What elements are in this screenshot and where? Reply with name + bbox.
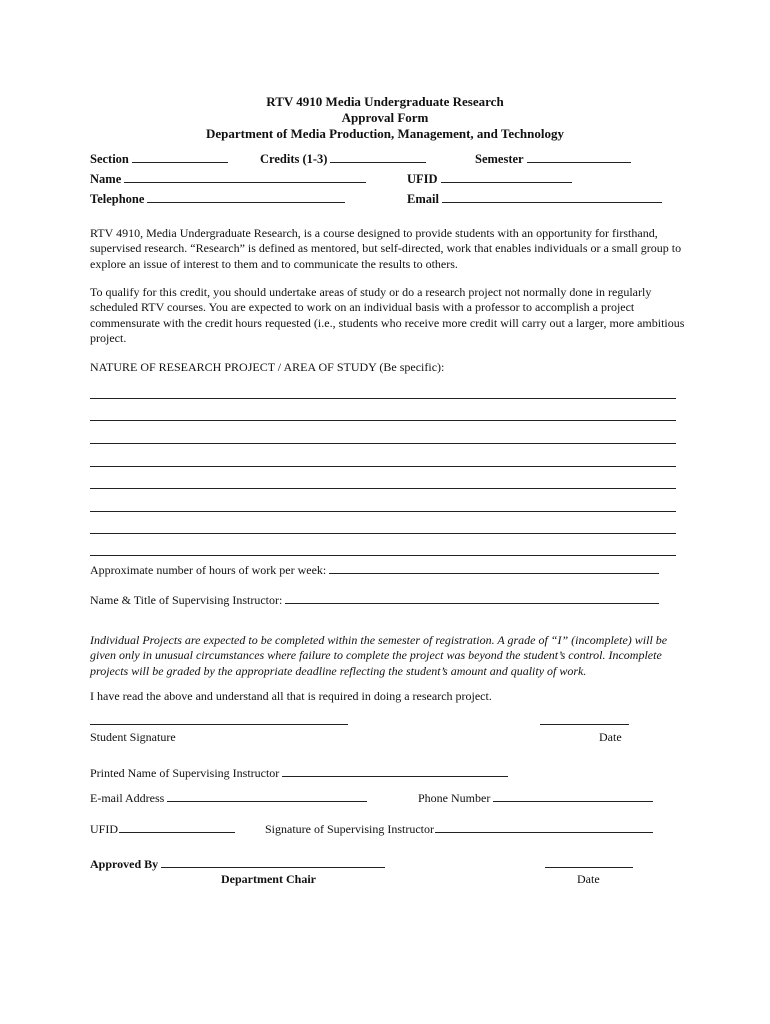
telephone-field[interactable] xyxy=(90,191,345,207)
student-date-label: Date xyxy=(599,730,622,744)
email-label: Email xyxy=(407,192,439,206)
student-signature-line[interactable] xyxy=(90,724,348,725)
instructor-blank[interactable] xyxy=(285,592,659,604)
acknowledgement-text: I have read the above and understand all that is required in doing a research project. xyxy=(90,689,492,703)
instructor-ufid-label: UFID xyxy=(90,822,119,836)
name-label: Name xyxy=(90,172,122,186)
hours-label: Approximate number of hours of work per week: xyxy=(90,563,327,577)
instructor-signature-blank[interactable] xyxy=(435,821,653,833)
section-label: Section xyxy=(90,152,129,166)
approved-by-blank[interactable] xyxy=(161,856,385,868)
form-header xyxy=(0,94,770,142)
telephone-blank[interactable] xyxy=(147,191,345,203)
instructor-signature-field[interactable] xyxy=(265,821,653,837)
email-address-label: E-mail Address xyxy=(90,791,165,805)
phone-number-label: Phone Number xyxy=(418,791,491,805)
nature-line-6[interactable] xyxy=(90,511,676,512)
instructor-ufid-blank[interactable] xyxy=(119,821,235,833)
semester-label: Semester xyxy=(475,152,524,166)
course-title: RTV 4910 Media Undergraduate Research xyxy=(266,94,504,109)
course-description: RTV 4910, Media Undergraduate Research, is a course designed to provide students with an opportunity for firsthand, supervised research. “Research” is defined as mentored, but self-directed, work that enables individuals or a small group to explore an issue of interest to them and to communicate the results to others. xyxy=(90,226,682,271)
instructor-signature-label: Signature of Supervising Instructor xyxy=(265,822,434,836)
instructor-field[interactable] xyxy=(90,592,659,608)
instructor-ufid-field[interactable] xyxy=(90,821,235,837)
nature-label: NATURE OF RESEARCH PROJECT / AREA OF STUDY (Be specific): xyxy=(90,360,445,374)
department-title: Department of Media Production, Management, and Technology xyxy=(206,126,564,141)
printed-name-field[interactable] xyxy=(90,765,508,781)
semester-field[interactable] xyxy=(475,151,631,167)
section-blank[interactable] xyxy=(132,151,228,163)
section-field[interactable] xyxy=(90,151,228,167)
incomplete-policy-note: Individual Projects are expected to be completed within the semester of registration. A grade of “I” (incomplete) will be given only in unusual circumstances where failure to complete the project was beyond the student’s control. Incomplete projects will be graded by the appropriate deadline reflecting the student’s amount and quality of work. xyxy=(90,633,668,678)
student-signature-label: Student Signature xyxy=(90,730,176,744)
credits-label: Credits (1-3) xyxy=(260,152,328,166)
chair-date-line[interactable] xyxy=(545,867,633,868)
approved-by-label: Approved By xyxy=(90,857,159,871)
phone-number-field[interactable] xyxy=(418,790,653,806)
name-blank[interactable] xyxy=(124,171,366,183)
nature-line-4[interactable] xyxy=(90,466,676,467)
instructor-label: Name & Title of Supervising Instructor: xyxy=(90,593,283,607)
email-address-field[interactable] xyxy=(90,790,367,806)
department-chair-label: Department Chair xyxy=(221,872,316,886)
student-date-line[interactable] xyxy=(540,724,629,725)
nature-line-1[interactable] xyxy=(90,398,676,399)
semester-blank[interactable] xyxy=(527,151,631,163)
telephone-label: Telephone xyxy=(90,192,145,206)
phone-number-blank[interactable] xyxy=(493,790,653,802)
printed-name-blank[interactable] xyxy=(282,765,508,777)
nature-line-3[interactable] xyxy=(90,443,676,444)
hours-blank[interactable] xyxy=(329,562,659,574)
form-title: Approval Form xyxy=(341,110,429,125)
credits-field[interactable] xyxy=(260,151,426,167)
credits-blank[interactable] xyxy=(330,151,426,163)
hours-field[interactable] xyxy=(90,562,659,578)
nature-line-2[interactable] xyxy=(90,420,676,421)
name-field[interactable] xyxy=(90,171,366,187)
ufid-blank[interactable] xyxy=(441,171,572,183)
email-field[interactable] xyxy=(407,191,662,207)
email-blank[interactable] xyxy=(442,191,662,203)
nature-line-7[interactable] xyxy=(90,533,676,534)
ufid-label: UFID xyxy=(407,172,438,186)
printed-name-label: Printed Name of Supervising Instructor xyxy=(90,766,280,780)
chair-date-label: Date xyxy=(577,872,600,886)
qualification-text: To qualify for this credit, you should undertake areas of study or do a research project not normally done in regularly scheduled RTV courses. You are expected to work on an individual basis with a professor to accomplish a project commensurate with the credit hours requested (i.e., students who receive more credit will carry out a larger, more ambitious project. xyxy=(90,285,685,345)
email-address-blank[interactable] xyxy=(167,790,367,802)
approved-by-field[interactable] xyxy=(90,856,385,872)
ufid-field[interactable] xyxy=(407,171,572,187)
nature-line-5[interactable] xyxy=(90,488,676,489)
nature-line-8[interactable] xyxy=(90,555,676,556)
